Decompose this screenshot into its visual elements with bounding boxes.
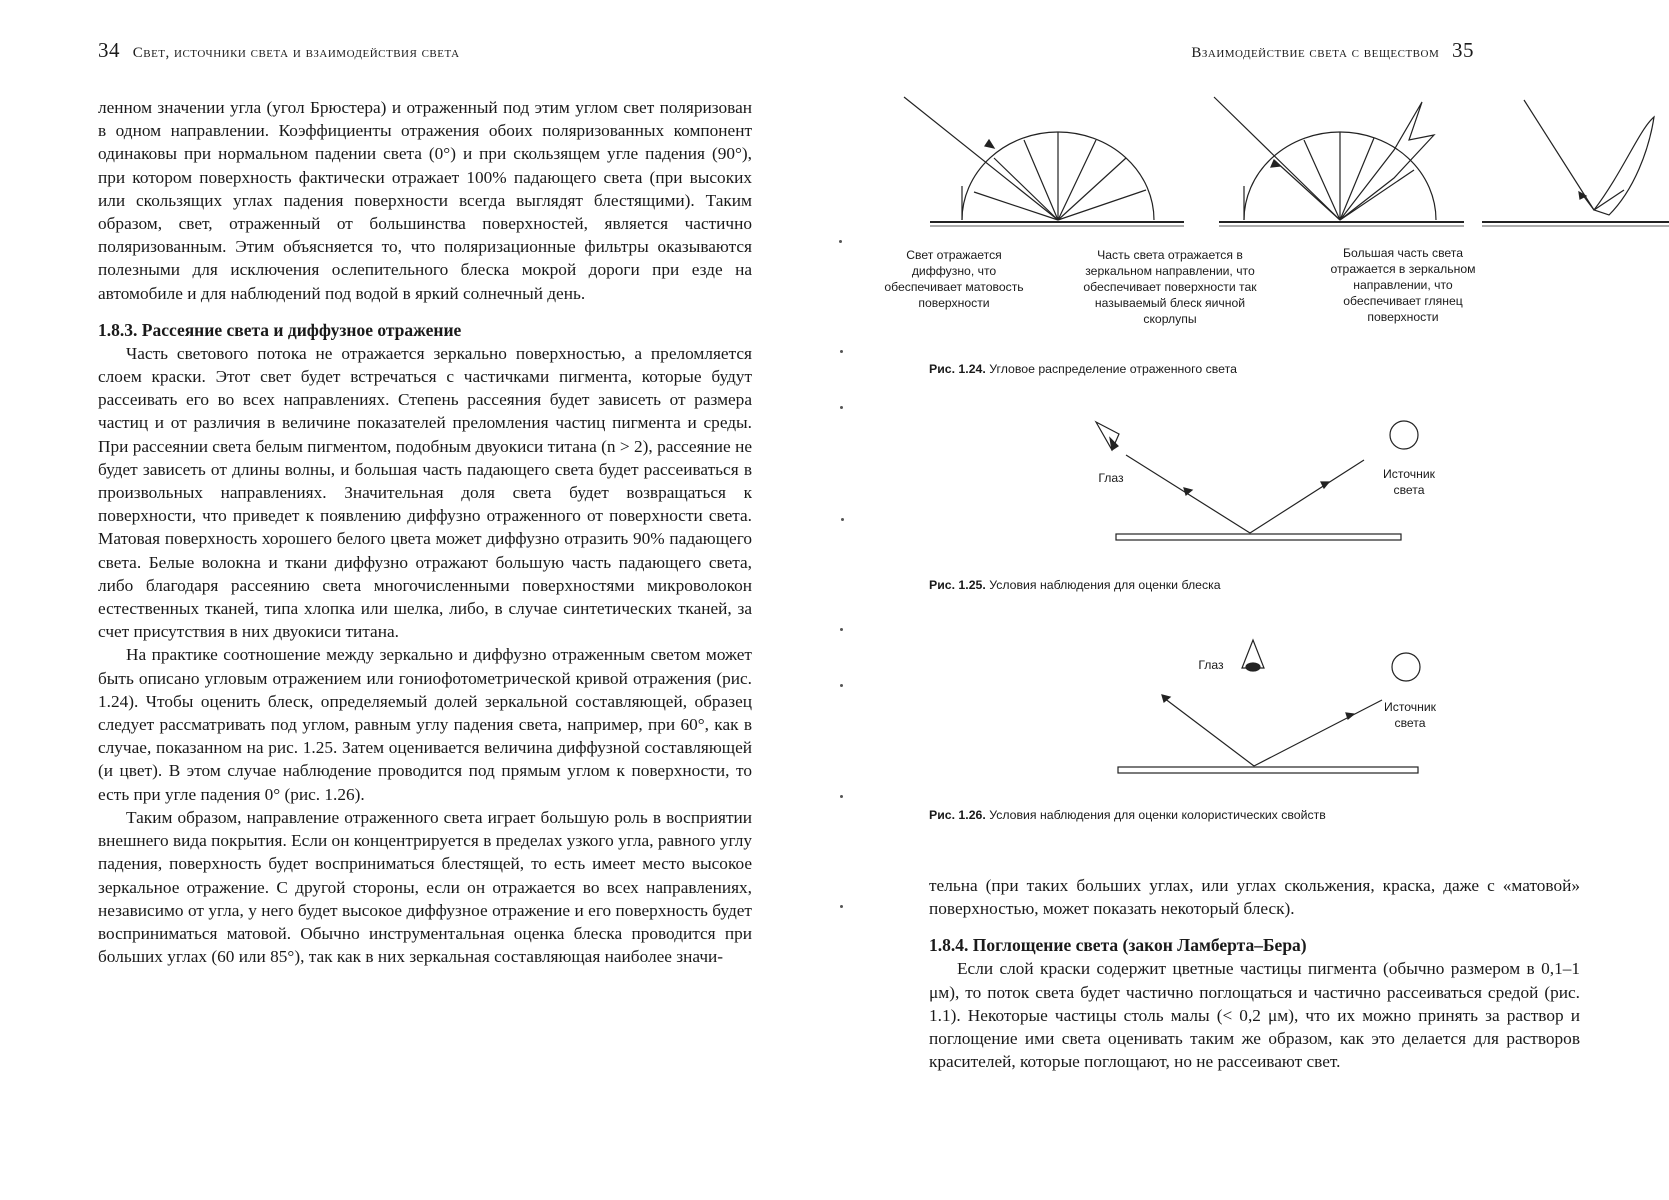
fig-1-24-label-a: Свет отражается диффузно, что обеспечивает матовость поверхности <box>884 248 1024 310</box>
fig-1-24-number: Рис. 1.24. <box>929 362 986 376</box>
fig-1-24-title: Угловое распределение отраженного света <box>989 362 1237 376</box>
left-running-head <box>98 38 460 63</box>
right-running-title: Взаимодействие света с веществом <box>1191 45 1440 61</box>
left-body-text <box>98 96 752 968</box>
fig-1-24-label-b: Часть света отражается в зеркальном направлении, что обеспечивает поверхности так называемый блеск яичной скорлупы <box>1083 248 1257 326</box>
right-page <box>834 0 1669 1200</box>
right-page-number: 35 <box>1452 38 1474 62</box>
fig-1-25-source-label: Источник света <box>1382 467 1436 497</box>
right-body-text <box>929 874 1580 1073</box>
section-heading-1-8-4: 1.8.4. Поглощение света (закон Ламберта–Бера) <box>929 935 1307 956</box>
paragraph: Если слой краски содержит цветные частицы пигмента (обычно размером в 0,1–1 μм), то поток света будет частично поглощаться и частично рассеиваться средой (рис. 1.1). Некоторые частицы столь малы (< 0,2 μм), что их можно принять за раствор и поглощение ими света оценивать таким же образом, как это делается для растворов красителей, которые поглощают, но не рассеивают свет. <box>929 959 1580 1072</box>
section-heading-1-8-3: 1.8.3. Рассеяние света и диффузное отражение <box>98 319 462 340</box>
light-source-icon <box>1392 653 1420 681</box>
fig-1-26-diagram <box>834 0 1669 800</box>
fig-1-26-source-label: Источник света <box>1383 700 1437 730</box>
fig-1-25-title: Условия наблюдения для оценки блеска <box>989 578 1221 592</box>
fig-1-24-label-c: Большая часть света отражается в зеркальном направлении, что обеспечивает глянец поверхности <box>1330 246 1476 324</box>
fig-1-26-number: Рис. 1.26. <box>929 808 986 822</box>
left-running-title: Свет, источники света и взаимодействия света <box>132 45 460 61</box>
left-page-number: 34 <box>98 38 120 62</box>
paragraph: Таким образом, направление отраженного света играет большую роль в восприятии внешнего вида покрытия. Если он концентрируется в пределах узкого угла, равного углу падения, поверхность будет восприниматься блестящей, то есть имеет место высокое зеркальное отражение. С другой стороны, если он отражается во всех направлениях, независимо от угла, у него будет высокое диффузное отражение и его поверхность будет восприниматься матовой. Обычно инструментальная оценка блеска проводится при больших углах (60 или 85°), так как в них зеркальная составляющая наиболее значи- <box>98 807 752 967</box>
fig-1-26-caption <box>929 808 1326 822</box>
fig-1-25-number: Рис. 1.25. <box>929 578 986 592</box>
paragraph: На практике соотношение между зеркально и диффузно отраженным светом может быть описано угловым отражением или гониофотометрической кривой отражения (рис. 1.24). Чтобы оценить блеск, определяемый долей зеркальной составляющей, образец следует рассматривать под углом, равным углу падения света, например, при 60°, как в случае, показанном на рис. 1.25. Затем оценивается величина диффузной составляющей (и цвет). В этом случае наблюдение проводится под прямым углом к поверхности, то есть при угле падения 0° (рис. 1.26). <box>98 645 752 804</box>
paragraph: тельна (при таких больших углах, или углах скольжения, краска, даже с «матовой» поверхностью, может показать некоторый блеск). <box>929 876 1580 919</box>
paragraph: Часть светового потока не отражается зеркально поверхностью, а преломляется слоем краски. Этот свет будет встречаться с частичками пигмента, которые будут рассеивать его во всех направлениях. Степень рассеяния будет зависеть от размера частиц и от различия в величине показателей преломления частиц пигмента и среды. При рассеянии света белым пигментом, подобным двуокиси титана (n > 2), рассеяние не будет зависеть от длины волны, и большая часть падающего света будет рассеиваться в произвольных направлениях. Значительная доля света будет возвращаться к поверхности, что приведет к появлению диффузно отраженного от поверхности света. Матовая поверхность хорошего белого цвета может диффузно отразить 90% падающего света. Белые волокна и ткани диффузно отражают большую часть падающего света, либо благодаря рассеянию света многочисленными поверхностями микроволокон естественных тканей, типа хлопка или шелка, либо, в случае синтетических тканей, за счет присутствия в них двуокиси титана. <box>98 343 752 642</box>
fig-1-26-title: Условия наблюдения для оценки колористических свойств <box>989 808 1326 822</box>
fig-1-26-eye-label: Глаз <box>1198 658 1224 672</box>
left-page <box>0 0 834 1200</box>
paragraph: ленном значении угла (угол Брюстера) и отраженный под этим углом свет поляризован в одном направлении. Коэффициенты отражения обоих поляризованных компонент одинаковы при нормальном падении света (0°) и при скользящем угле падения (90°), при котором поверхность фактически отражает 100% падающего света (при высоких или скользящих углах падения поверхности всегда выглядят блестящими). Таким образом, свет, отраженный от большинства поверхностей, является частично поляризованным. Этим объясняется то, что поляризационные фильтры оказываются полезными для исключения ослепительного блеска мокрой дороги при езде на автомобиле и для наблюдений под водой в яркий солнечный день. <box>98 98 752 303</box>
fig-1-25-eye-label: Глаз <box>1098 471 1124 485</box>
